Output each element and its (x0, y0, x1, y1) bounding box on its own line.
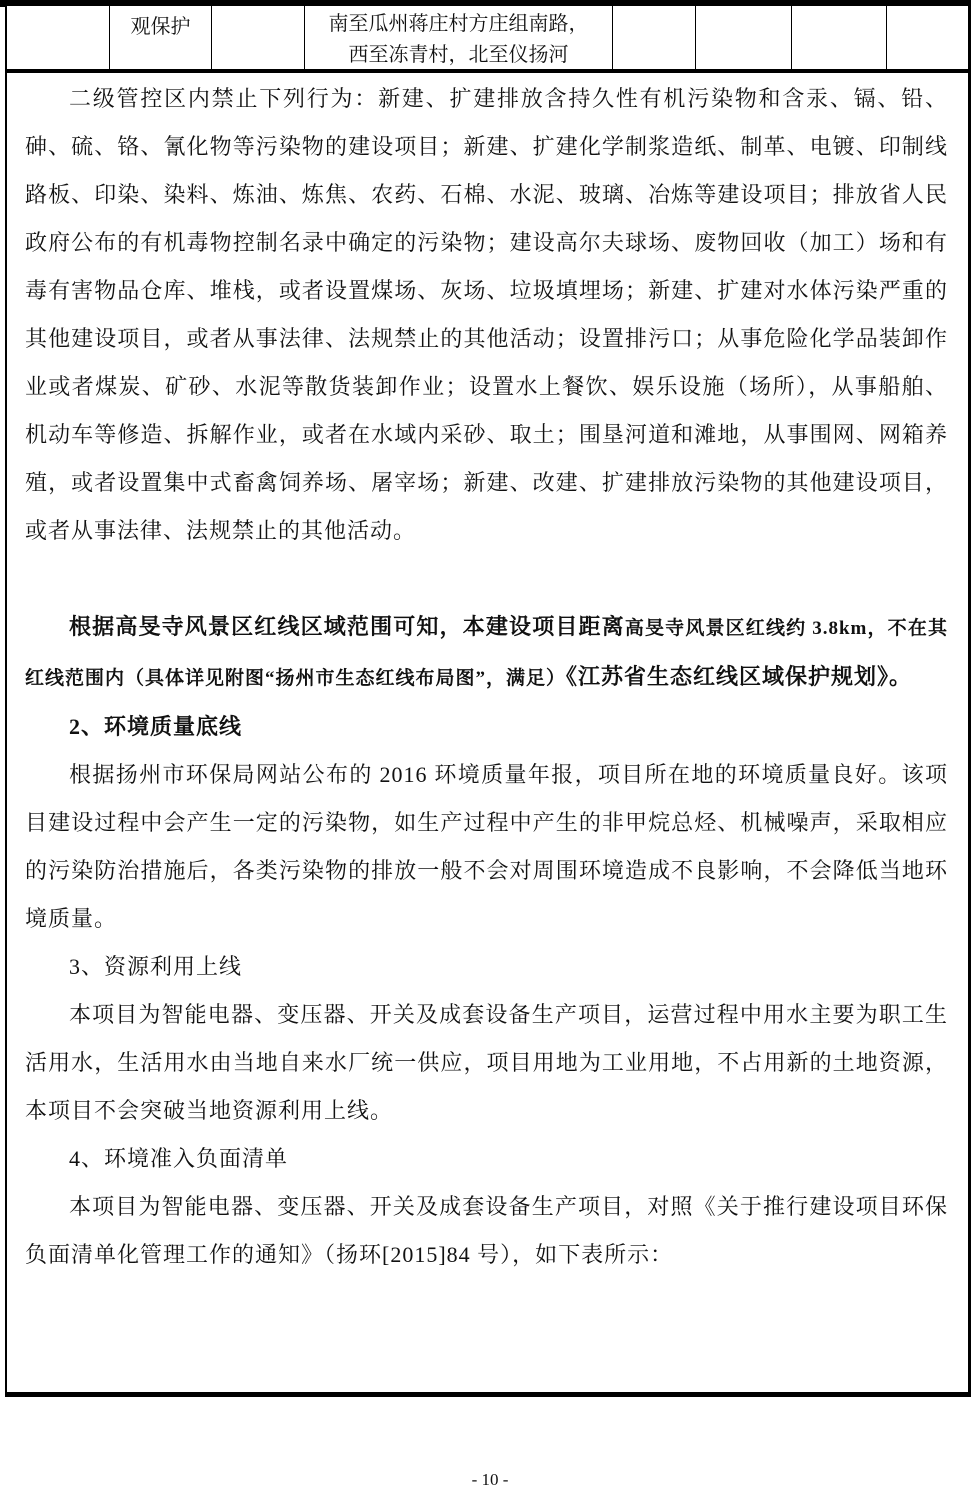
table-cell-empty-1 (7, 6, 110, 69)
table-cell-boundary-description (305, 6, 613, 69)
boundary-line-2: 西至冻青村，北至仪扬河 (348, 44, 569, 66)
heading-resource-utilization: 3、资源利用上线 (69, 954, 243, 979)
page-content (7, 73, 968, 1279)
boundary-line-1: 南至瓜州蒋庄村方庄组南路， (328, 13, 589, 35)
paragraph-resource-utilization: 本项目为智能电器、变压器、开关及成套设备生产项目，运营过程中用水主要为职工生活用水，生活用水由当地自来水厂统一供应，项目用地为工业用地，不占用新的土地资源，本项目不会突破当地资源利用上线。 (25, 1002, 948, 1123)
heading-negative-list: 4、环境准入负面清单 (69, 1146, 289, 1171)
table-cell-empty-3 (613, 6, 696, 69)
page-number: - 10 - (471, 1470, 509, 1489)
heading-environment-quality: 2、环境质量底线 (69, 714, 243, 739)
paragraph-environment-quality: 根据扬州市环保局网站公布的 2016 环境质量年报，项目所在地的环境质量良好。该项目建设过程中会产生一定的污染物，如生产过程中产生的非甲烷总烃、机械噪声，采取相应的污染防治措施后，各类污染物的排放一般不会对周围环境造成不良影响，不会降低当地环境质量。 (25, 762, 948, 931)
continued-table-row (7, 6, 968, 73)
paragraph-prohibited-activities: 二级管控区内禁止下列行为：新建、扩建排放含持久性有机污染物和含汞、镉、铅、砷、硫、铬、氰化物等污染物的建设项目；新建、扩建化学制浆造纸、制革、电镀、印制线路板、印染、染料、炼油、炼焦、农药、石棉、水泥、玻璃、冶炼等建设项目；排放省人民政府公布的有机毒物控制名录中确定的污染物；建设高尔夫球场、废物回收（加工）场和有毒有害物品仓库、堆栈，或者设置煤场、灰场、垃圾填埋场；新建、扩建对水体污染严重的其他建设项目，或者从事法律、法规禁止的其他活动；设置排污口；从事危险化学品装卸作业或者煤炭、矿砂、水泥等散货装卸作业；设置水上餐饮、娱乐设施（场所），从事船舶、机动车等修造、拆解作业，或者在水域内采砂、取土；围垦河道和滩地，从事围网、网箱养殖，或者设置集中式畜禽饲养场、屠宰场；新建、改建、扩建排放污染物的其他建设项目，或者从事法律、法规禁止的其他活动。 (25, 86, 948, 543)
report-page-frame (5, 0, 971, 1397)
redline-segment-2: 高旻寺风景区红线约 3.8km，不在其红线范围内（具体详见附图“扬州市生态红线布局图”，满足） (25, 618, 948, 689)
table-cell-empty-5 (792, 6, 887, 69)
paragraph-redline-conclusion (25, 603, 948, 703)
table-cell-empty-2 (212, 6, 305, 69)
redline-segment-1: 根据高旻寺风景区红线区域范围可知，本建设项目距离 (69, 614, 625, 639)
table-cell-landscape-protection: 观保护 (110, 6, 212, 69)
paragraph-negative-list: 本项目为智能电器、变压器、开关及成套设备生产项目，对照《关于推行建设项目环保负面清单化管理工作的通知》（扬环[2015]84 号），如下表所示： (25, 1194, 948, 1267)
table-cell-empty-6 (887, 6, 968, 69)
table-cell-empty-4 (696, 6, 792, 69)
redline-segment-3: 《江苏省生态红线区域保护规划》。 (566, 664, 913, 689)
